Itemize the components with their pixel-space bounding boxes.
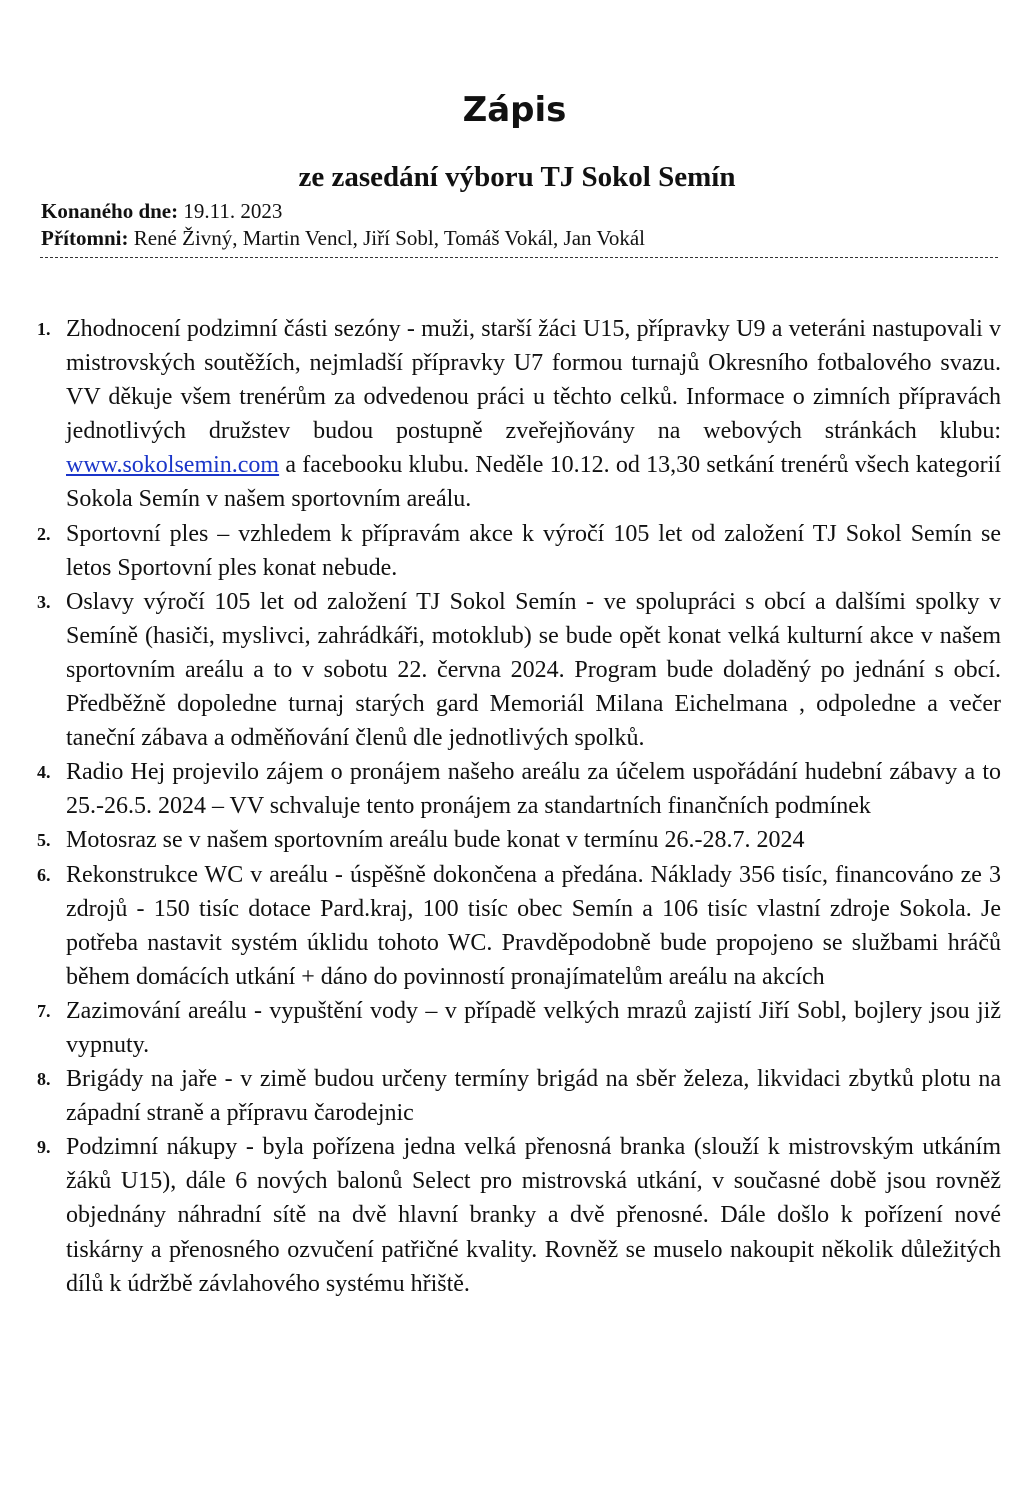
agenda-item-5 bbox=[0, 823, 1001, 857]
agenda-item-number: 7. bbox=[37, 1000, 51, 1021]
agenda-item-text: Radio Hej projevilo zájem o pronájem našeho areálu za účelem uspořádání hudební zábavy a to 25.-26.5. 2024 – VV schvaluje tento pronájem za standartních finančních podmínek bbox=[66, 759, 1001, 820]
agenda-item-text: Podzimní nákupy - byla pořízena jedna velká přenosná branka (slouží k mistrovským utkáním žáků U15), dále 6 nových balonů Select pro mistrovská utkání, v současné době jsou rovněž objednány náhradní sítě na dvě hlavní branky a dvě přenosné. Dále došlo k pořízení nové tiskárny a přenosného ozvučení patřičné kvality. Rovněž se muselo nakoupit několik důležitých dílů k údržbě závlahového systému hřiště. bbox=[66, 1134, 1001, 1297]
agenda-item-text-part: Zhodnocení podzimní části sezóny - muži, starší žáci U15, přípravky U9 a veteráni nastupovali v mistrovských soutěžích, nejmladší přípravky U7 formou turnajů Okresního fotbalového svazu. VV děkuje všem trenérům za odvedenou práci u těchto celků. Informace o zimních přípravách jednotlivých družstev budou postupně zveřejňovány na webových stránkách klubu: bbox=[66, 316, 1001, 445]
agenda-item-7 bbox=[0, 994, 1001, 1062]
meeting-date bbox=[41, 197, 282, 225]
club-website-link[interactable]: www.sokolsemin.com bbox=[66, 452, 280, 479]
agenda-item-1 bbox=[0, 312, 1001, 517]
meeting-date-value: 19.11. 2023 bbox=[183, 199, 283, 223]
agenda-item-text: Oslavy výročí 105 let od založení TJ Sokol Semín - ve spolupráci s obcí a dalšími spolky v Semíně (hasiči, myslivci, zahrádkáři, motoklub) se bude opět konat velká kulturní akce v našem sportovním areálu a to v sobotu 22. června 2024. Program bude doladěný po jednání s obcí. Předběžně dopoledne turnaj starých gard Memoriál Milana Eichelmana , odpoledne a večer taneční zábava a odměňování členů dle jednotlivých spolků. bbox=[66, 588, 1001, 752]
agenda-item-8 bbox=[0, 1062, 1001, 1130]
agenda-item-6 bbox=[0, 858, 1001, 994]
agenda-item-text: Sportovní ples – vzhledem k přípravám akce k výročí 105 let od založení TJ Sokol Semín se letos Sportovní ples konat nebude. bbox=[66, 520, 1001, 581]
agenda-item-4 bbox=[0, 755, 1001, 823]
meeting-date-label: Konaného dne: bbox=[41, 199, 179, 223]
document-title: Zápis bbox=[462, 90, 567, 130]
agenda-item-text bbox=[66, 312, 1001, 517]
agenda-item-3 bbox=[0, 585, 1001, 755]
agenda-item-text: Rekonstrukce WC v areálu - úspěšně dokončena a předána. Náklady 356 tisíc, financováno ze 3 zdrojů - 150 tisíc dotace Pard.kraj, 100 tisíc obec Semín a 106 tisíc vlastní zdroje Sokola. Je potřeba nastavit systém úklidu tohoto WC. Pravděpodobně bude propojeno se službami hráčů během domácích utkání + dáno do povinností pronajímatelům areálu na akcích bbox=[66, 861, 1001, 990]
agenda-item-text: Zazimování areálu - vypuštění vody – v případě velkých mrazů zajistí Jiří Sobl, bojlery jsou již vypnuty. bbox=[66, 997, 1001, 1058]
agenda-item-number: 9. bbox=[37, 1137, 51, 1158]
agenda-item-number: 2. bbox=[37, 523, 51, 544]
document-subtitle: ze zasedání výboru TJ Sokol Semín bbox=[298, 161, 736, 193]
agenda-item-number: 8. bbox=[37, 1069, 51, 1090]
attendees bbox=[41, 224, 645, 252]
attendees-label: Přítomni: bbox=[41, 226, 129, 250]
agenda-item-number: 3. bbox=[37, 591, 51, 612]
agenda-item-9 bbox=[0, 1130, 1001, 1300]
agenda-item-number: 6. bbox=[37, 864, 51, 885]
agenda-item-text: Motosraz se v našem sportovním areálu bude konat v termínu 26.-28.7. 2024 bbox=[66, 827, 805, 854]
attendees-value: René Živný, Martin Vencl, Jiří Sobl, Tomáš Vokál, Jan Vokál bbox=[133, 226, 646, 250]
agenda-item-text: Brigády na jaře - v zimě budou určeny termíny brigád na sběr železa, likvidaci zbytků plotu na západní straně a přípravu čarodejnic bbox=[66, 1066, 1001, 1127]
agenda-list bbox=[0, 312, 1001, 1301]
dashed-divider bbox=[40, 257, 998, 258]
agenda-item-text-part: a facebooku klubu. Neděle 10.12. od 13,30 setkání trenérů všech kategorií Sokola Semín v našem sportovním areálu. bbox=[66, 452, 1002, 513]
agenda-item-number: 5. bbox=[37, 830, 51, 851]
agenda-item-number: 1. bbox=[37, 319, 51, 339]
agenda-item-2 bbox=[0, 517, 1001, 585]
agenda-item-number: 4. bbox=[37, 762, 51, 783]
